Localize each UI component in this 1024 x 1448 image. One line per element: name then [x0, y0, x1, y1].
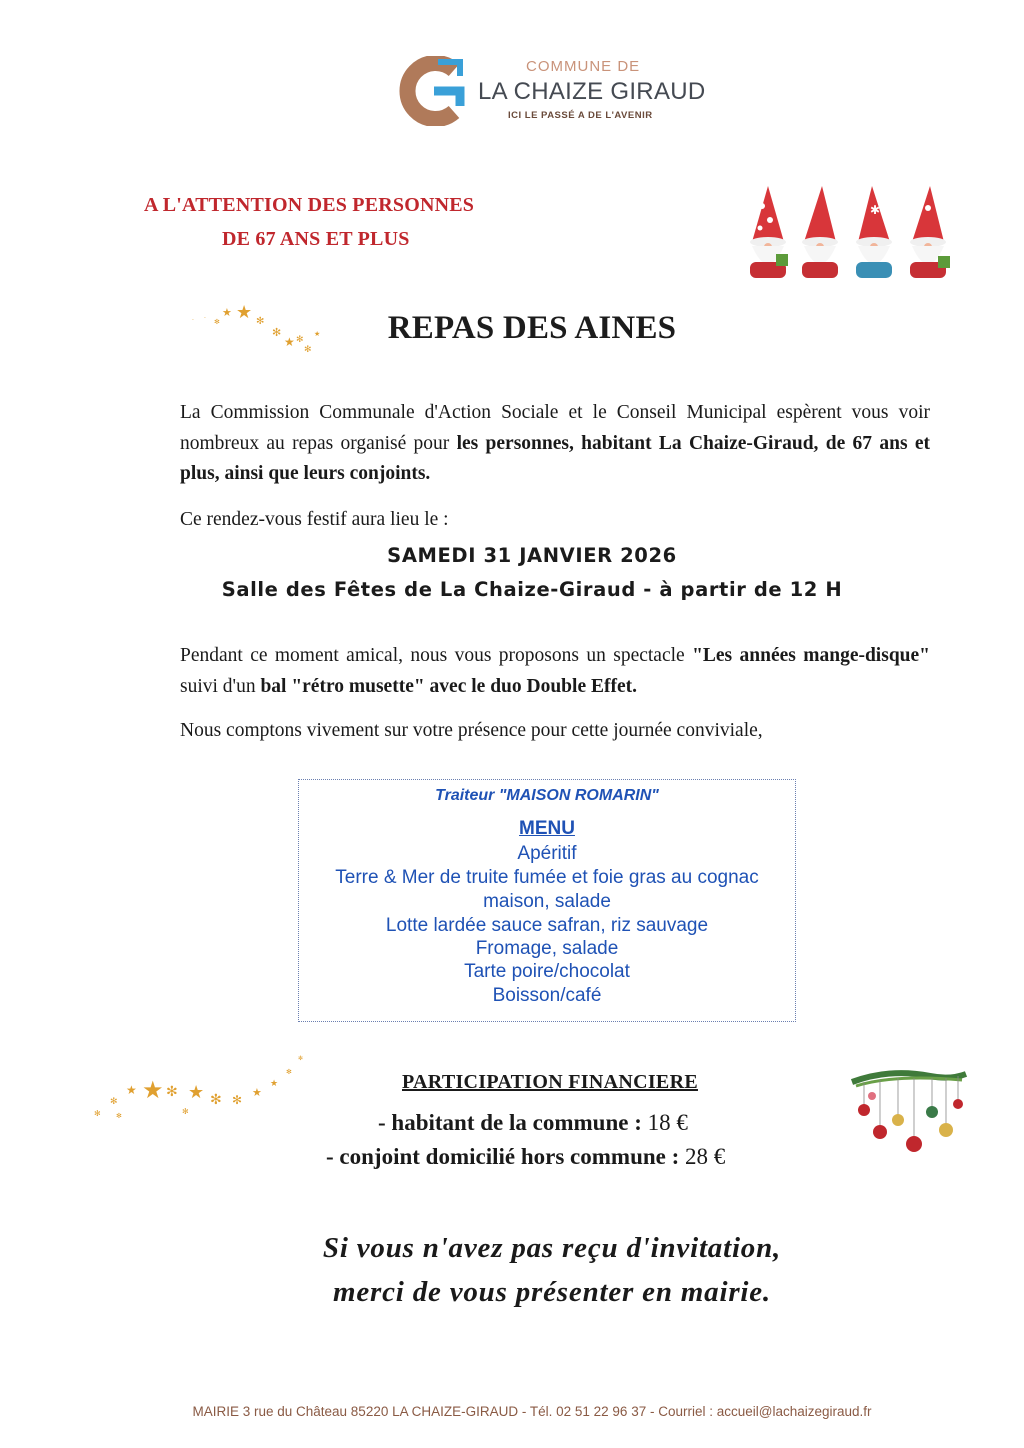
svg-text:✻: ✻	[210, 1092, 222, 1108]
svg-text:·: ·	[204, 315, 206, 322]
menu-item: Fromage, salade	[475, 938, 619, 959]
svg-text:✻: ✻	[232, 1093, 243, 1107]
attention-line-1: A L'ATTENTION DES PERSONNES	[144, 194, 475, 216]
gnome-icon	[910, 186, 950, 278]
svg-text:★: ★	[284, 335, 295, 349]
footer-contact: MAIRIE 3 rue du Château 85220 LA CHAIZE-GIRAUD - Tél. 02 51 22 96 37 - Courriel : accueil@lachaizegiraud.fr	[192, 1404, 872, 1419]
menu-item: Terre & Mer de truite fumée et foie gras au cognac	[335, 867, 759, 888]
price-resident-label: - habitant de la commune :	[378, 1110, 642, 1135]
spectacle-text-1: Pendant ce moment amical, nous vous proposons un spectacle	[180, 645, 693, 666]
intro-bold-text: les personnes, habitant La Chaize-Giraud, de 67 ans et plus, ainsi que leurs conjoints.	[180, 432, 930, 484]
gnome-icon	[802, 186, 838, 278]
commune-logo	[398, 52, 718, 132]
bal-text: bal "rétro musette" avec le duo Double Effet.	[260, 675, 637, 697]
svg-text:✻: ✻	[214, 318, 220, 326]
spectacle-paragraph	[180, 641, 930, 702]
svg-text:✻: ✻	[110, 1097, 118, 1107]
price-resident-amount: 18 €	[647, 1110, 688, 1135]
svg-text:✻: ✻	[94, 1109, 101, 1118]
logo-town-name: LA CHAIZE GIRAUD	[478, 78, 706, 105]
menu-item: maison, salade	[483, 891, 611, 912]
svg-text:✻: ✻	[166, 1084, 178, 1100]
svg-text:✻: ✻	[298, 1055, 304, 1062]
svg-text:✻: ✻	[272, 326, 282, 339]
gnome-icon	[856, 186, 892, 278]
price-spouse-amount: 28 €	[685, 1144, 726, 1169]
closing-line-1: Si vous n'avez pas reçu d'invitation,	[322, 1232, 782, 1264]
svg-text:✻: ✻	[296, 335, 304, 345]
svg-text:✻: ✻	[182, 1107, 189, 1116]
comptons-text: Nous comptons vivement sur votre présence pour cette journée conviviale,	[180, 720, 763, 741]
menu-box	[298, 779, 796, 1022]
intro-text: La Commission Communale d'Action Sociale et le Conseil Municipal espèrent vous voir nombreux au repas organisé pour	[180, 402, 930, 454]
svg-text:✻: ✻	[304, 345, 312, 355]
christmas-gnomes-illustration	[740, 184, 960, 284]
svg-text:✱: ✱	[870, 203, 881, 217]
menu-item: Boisson/café	[492, 985, 602, 1006]
participation-title: PARTICIPATION FINANCIERE	[402, 1071, 698, 1093]
svg-text:★: ★	[270, 1079, 279, 1089]
closing-line-2: merci de vous présenter en mairie.	[333, 1276, 771, 1308]
svg-text:★: ★	[252, 1086, 262, 1099]
svg-text:✻: ✻	[116, 1112, 122, 1120]
commune-logo-mark	[398, 56, 468, 126]
svg-text:★: ★	[222, 306, 232, 319]
gold-stars-decoration-icon	[86, 1046, 306, 1126]
menu-item: Apéritif	[517, 843, 577, 864]
event-date: SAMEDI 31 JANVIER 2026	[387, 544, 677, 567]
menu-title: MENU	[519, 818, 575, 839]
page-title: REPAS DES AINES	[387, 310, 677, 346]
spectacle-name: "Les années mange-disque"	[692, 645, 930, 666]
intro-paragraph	[180, 398, 930, 490]
spectacle-text-2: suivi d'un	[180, 675, 261, 697]
price-spouse	[326, 1144, 725, 1170]
price-spouse-label: - conjoint domicilié hors commune :	[326, 1144, 680, 1169]
svg-text:✻: ✻	[256, 316, 265, 327]
logo-commune-de: COMMUNE DE	[526, 58, 641, 75]
event-place: Salle des Fêtes de La Chaize-Giraud - à partir de 12 H	[221, 578, 843, 601]
price-resident	[378, 1110, 688, 1136]
svg-text:★: ★	[314, 330, 321, 338]
menu-item: Tarte poire/chocolat	[464, 961, 630, 982]
svg-text:★: ★	[236, 302, 253, 323]
svg-text:★: ★	[188, 1082, 205, 1103]
menu-traiteur: Traiteur "MAISON ROMARIN"	[435, 787, 659, 804]
svg-text:·: ·	[192, 317, 194, 324]
gnome-icon	[750, 186, 788, 278]
svg-text:✻: ✻	[286, 1068, 292, 1076]
svg-text:★: ★	[126, 1083, 137, 1097]
logo-tagline: ICI LE PASSÉ A DE L'AVENIR	[508, 110, 653, 121]
menu-item: Lotte lardée sauce safran, riz sauvage	[385, 915, 709, 936]
christmas-ornaments-icon	[850, 1066, 968, 1162]
rendezvous-text: Ce rendez-vous festif aura lieu le :	[180, 509, 449, 530]
attention-line-2: DE 67 ANS ET PLUS	[222, 228, 410, 250]
svg-text:★: ★	[142, 1076, 164, 1104]
